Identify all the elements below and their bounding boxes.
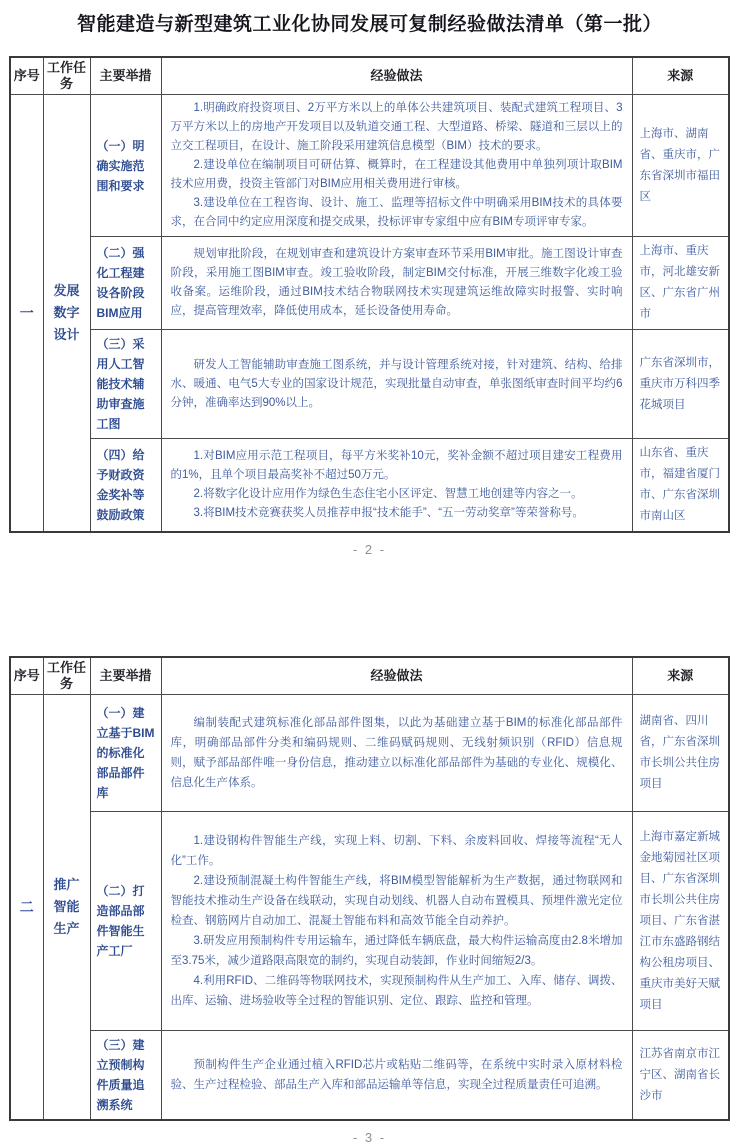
practice-paragraph: 研发人工智能辅助审查施工图系统，并与设计管理系统对接，针对建筑、结构、给排水、暖通、电气5大专业的国家设计规范，实现批量自动审查，单张图纸审查时间平均约6分钟，准确率达到90%以上。 — [170, 358, 623, 409]
header-measure: 主要举措 — [90, 657, 161, 695]
table-row — [10, 237, 729, 330]
table-header-row — [10, 657, 729, 695]
page-title: 智能建造与新型建筑工业化协同发展可复制经验做法清单（第一批） — [76, 14, 662, 35]
task-cell: 推广智能生产 — [43, 695, 90, 1121]
header-practice: 经验做法 — [161, 657, 632, 695]
practice-cell — [161, 812, 632, 1031]
source-cell: 山东省、重庆市，福建省厦门市、广东省深圳市南山区 — [632, 439, 729, 533]
practice-paragraph: 2.将数字化设计应用作为绿色生态住宅小区评定、智慧工地创建等内容之一。 — [193, 488, 583, 500]
source-cell: 江苏省南京市江宁区、湖南省长沙市 — [632, 1031, 729, 1121]
table-header-row — [10, 57, 729, 95]
source-cell: 上海市、湖南省、重庆市，广东省深圳市福田区 — [632, 95, 729, 237]
measure-cell: （一）明确实施范围和要求 — [90, 95, 161, 237]
practice-paragraph: 1.对BIM应用示范工程项目，每平方米奖补10元，奖补金额不超过项目建安工程费用的1%，且单个项目最高奖补不超过50万元。 — [170, 450, 623, 481]
table-row — [10, 95, 729, 237]
section-index: 一 — [10, 95, 43, 533]
header-source: 来源 — [632, 57, 729, 95]
practice-paragraph: 2.建设单位在编制项目可研估算、概算时，在工程建设其他费用中单独列项计取BIM技术应用费，投资主管部门对BIM应用相关费用进行审核。 — [170, 159, 623, 190]
measure-cell: （二）打造部品部件智能生产工厂 — [90, 812, 161, 1031]
practice-paragraph: 规划审批阶段，在规划审查和建筑设计方案审查环节采用BIM审批。施工图设计审查阶段，采用施工图BIM审查。竣工验收阶段，制定BIM交付标准，开展三维数字化竣工验收备案。运维阶段，通过BIM技术结合物联网技术实现建筑运维故障实时报警、实时响应，提高管理效率，降低使用成本，延长设备使用寿命。 — [170, 248, 623, 317]
practice-paragraph: 1.建设钢构件智能生产线，实现上料、切割、下料、余废料回收、焊接等流程“无人化”工作。 — [170, 835, 623, 867]
measure-cell: （一）建立基于BIM的标准化部品部件库 — [90, 695, 161, 812]
header-index: 序号 — [10, 57, 43, 95]
practice-cell — [161, 95, 632, 237]
table-row — [10, 695, 729, 812]
page-break-gap — [0, 557, 739, 656]
table-row — [10, 439, 729, 533]
header-index: 序号 — [10, 657, 43, 695]
measure-cell: （三）采用人工智能技术辅助审查施工图 — [90, 330, 161, 439]
source-cell: 上海市嘉定新城金地菊园社区项目、广东省深圳市长圳公共住房项目、广东省湛江市东盛路钢结构公租房项目、重庆市美好天赋项目 — [632, 812, 729, 1031]
source-cell: 湖南省、四川省，广东省深圳市长圳公共住房项目 — [632, 695, 729, 812]
experience-table-page3 — [9, 656, 730, 1121]
task-cell: 发展数字设计 — [43, 95, 90, 533]
page-number-3: - 3 - — [352, 1130, 387, 1145]
header-source: 来源 — [632, 657, 729, 695]
header-practice: 经验做法 — [161, 57, 632, 95]
table-row — [10, 1031, 729, 1121]
practice-cell — [161, 439, 632, 533]
practice-paragraph: 2.建设预制混凝土构件智能生产线，将BIM模型智能解析为生产数据，通过物联网和智能技术推动生产设备在线联动，实现自动划线、机器人自动布置模具、预埋件激光定位检查、钢筋网片自动加工、混凝土智能布料和高效节能全自动养护。 — [170, 875, 623, 927]
page-number-2: - 2 - — [352, 542, 387, 557]
practice-cell — [161, 695, 632, 812]
practice-paragraph: 3.建设单位在工程咨询、设计、施工、监理等招标文件中明确采用BIM技术的具体要求，在合同中约定应用深度和提交成果，投标评审专家组中应有BIM专项评审专家。 — [170, 197, 623, 228]
table-row — [10, 812, 729, 1031]
practice-paragraph: 3.研发应用预制构件专用运输车，通过降低车辆底盘，最大构件运输高度由2.8米增加至3.75米，减少道路限高限宽的制约，实现自动装卸，作业时间缩短2/3。 — [170, 935, 623, 967]
practice-cell — [161, 330, 632, 439]
practice-paragraph: 4.利用RFID、二维码等物联网技术，实现预制构件从生产加工、入库、储存、调拨、出库、运输、进场验收等全过程的智能识别、定位、跟踪、监控和管理。 — [170, 975, 623, 1007]
header-task: 工作任务 — [43, 57, 90, 95]
measure-cell: （四）给予财政资金奖补等鼓励政策 — [90, 439, 161, 533]
practice-paragraph: 预制构件生产企业通过植入RFID芯片或粘贴二维码等，在系统中实时录入原材料检验、生产过程检验、部品生产入库和部品运输单等信息，实现全过程质量责任可追溯。 — [170, 1059, 623, 1091]
header-task: 工作任务 — [43, 657, 90, 695]
practice-paragraph: 3.将BIM技术竞赛获奖人员推荐申报“技术能手”、“五一劳动奖章”等荣誉称号。 — [193, 507, 584, 519]
source-cell: 上海市、重庆市，河北雄安新区、广东省广州市 — [632, 237, 729, 330]
source-cell: 广东省深圳市，重庆市万科四季花城项目 — [632, 330, 729, 439]
experience-table-page2 — [9, 56, 730, 533]
measure-cell: （三）建立预制构件质量追溯系统 — [90, 1031, 161, 1121]
header-measure: 主要举措 — [90, 57, 161, 95]
table-row — [10, 330, 729, 439]
practice-paragraph: 1.明确政府投资项目、2万平方米以上的单体公共建筑项目、装配式建筑工程项目、3万平方米以上的房地产开发项目以及轨道交通工程、大型道路、桥梁、隧道和三层以上的立交工程项目，在设计、施工阶段采用建筑信息模型（BIM）技术的要求。 — [170, 102, 623, 152]
practice-cell — [161, 1031, 632, 1121]
measure-cell: （二）强化工程建设各阶段BIM应用 — [90, 237, 161, 330]
section-index: 二 — [10, 695, 43, 1121]
practice-cell — [161, 237, 632, 330]
practice-paragraph: 编制装配式建筑标准化部品部件图集，以此为基础建立基于BIM的标准化部品部件库，明确部品部件分类和编码规则、二维码赋码规则、无线射频识别（RFID）信息规则，赋予部品部件唯一身份信息，推动建立以标准化部品部件为基础的专业化、规模化、信息化生产体系。 — [170, 717, 623, 789]
